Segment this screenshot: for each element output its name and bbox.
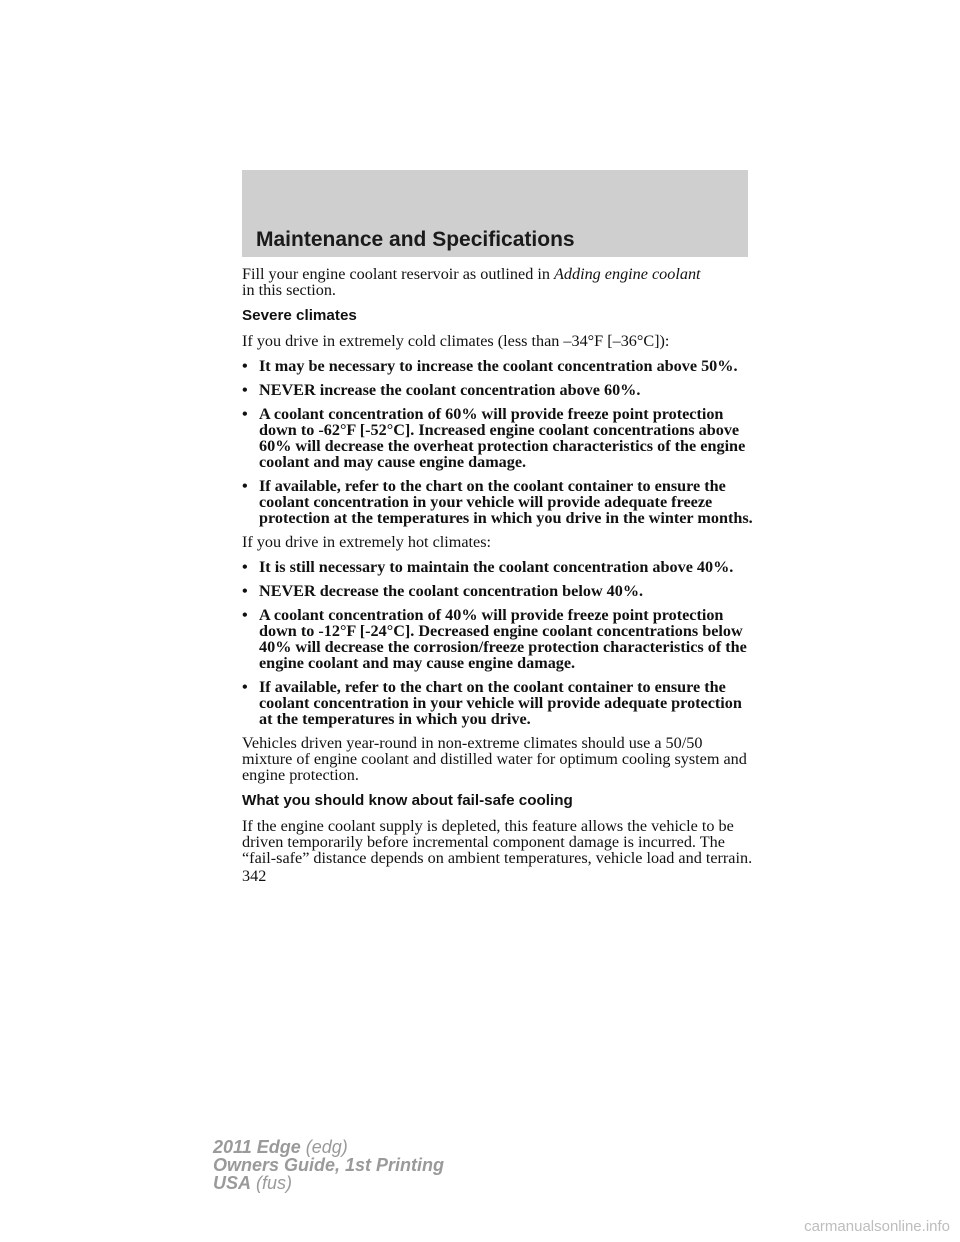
fail-safe-paragraph: If the engine coolant supply is depleted, this feature allows the vehicle to be driven temporarily before incremental component damage is incurred. The “fail-safe” distance depends on ambient temperatures, vehicle load and terrain.: [242, 817, 753, 867]
intro-text-after: in this section.: [242, 281, 336, 299]
section-title: Maintenance and Specifications: [256, 228, 575, 251]
cold-bullet: • NEVER increase the coolant concentration above 60%.: [242, 381, 641, 399]
page-number: 342: [242, 867, 267, 885]
bullet-marker: •: [242, 405, 248, 423]
bullet-marker: •: [242, 357, 248, 375]
hot-climates-intro: If you drive in extremely hot climates:: [242, 533, 492, 551]
footer-line-2: Owners Guide, 1st Printing: [213, 1155, 445, 1175]
site-watermark[interactable]: carmanualsonline.info: [804, 1218, 950, 1235]
footer-line-3: USA (fus): [213, 1173, 293, 1193]
bullet-marker: •: [242, 477, 248, 495]
cold-bullet: • It may be necessary to increase the coolant concentration above 50%.: [242, 357, 738, 375]
cold-bullet: • If available, refer to the chart on the coolant container to ensure the coolant concentration in your vehicle will provide adequate freeze protection at the temperatures in which you drive in the winter months.: [242, 477, 753, 527]
moderate-climates-paragraph: Vehicles driven year-round in non-extreme climates should use a 50/50 mixture of engine coolant and distilled water for optimum cooling system and engine protection.: [242, 734, 747, 784]
severe-climates-heading: Severe climates: [242, 307, 357, 324]
hot-bullet: • A coolant concentration of 40% will provide freeze point protection down to -12°F [-24°C]. Decreased engine coolant concentrations below 40% will decrease the corrosion/freeze protection characteristics of the engine coolant and may cause engine damage.: [242, 606, 747, 672]
intro-text: Fill your engine coolant reservoir as outlined in: [242, 265, 554, 283]
bullet-marker: •: [242, 678, 248, 696]
hot-bullet: • NEVER decrease the coolant concentration below 40%.: [242, 582, 644, 600]
hot-bullet: • If available, refer to the chart on the coolant container to ensure the coolant concentration in your vehicle will provide adequate protection at the temperatures in which you drive.: [242, 678, 742, 728]
bullet-marker: •: [242, 381, 248, 399]
print-footer: [213, 1138, 444, 1192]
cold-bullet: • A coolant concentration of 60% will provide freeze point protection down to -62°F [-52°C]. Increased engine coolant concentrations above 60% will decrease the overheat protection characteristics of the engine coolant and may cause engine damage.: [242, 405, 746, 471]
bullet-marker: •: [242, 606, 248, 624]
cold-climates-intro: If you drive in extremely cold climates (less than –34°F [–36°C]):: [242, 332, 670, 350]
footer-line-1: 2011 Edge (edg): [213, 1137, 348, 1157]
bullet-marker: •: [242, 558, 248, 576]
fail-safe-heading: What you should know about fail-safe cooling: [242, 792, 573, 809]
adding-coolant-reference: Adding engine coolant: [554, 265, 701, 283]
hot-bullet: • It is still necessary to maintain the coolant concentration above 40%.: [242, 558, 734, 576]
intro-paragraph: [242, 266, 754, 298]
bullet-marker: •: [242, 582, 248, 600]
page-content: [242, 266, 754, 884]
